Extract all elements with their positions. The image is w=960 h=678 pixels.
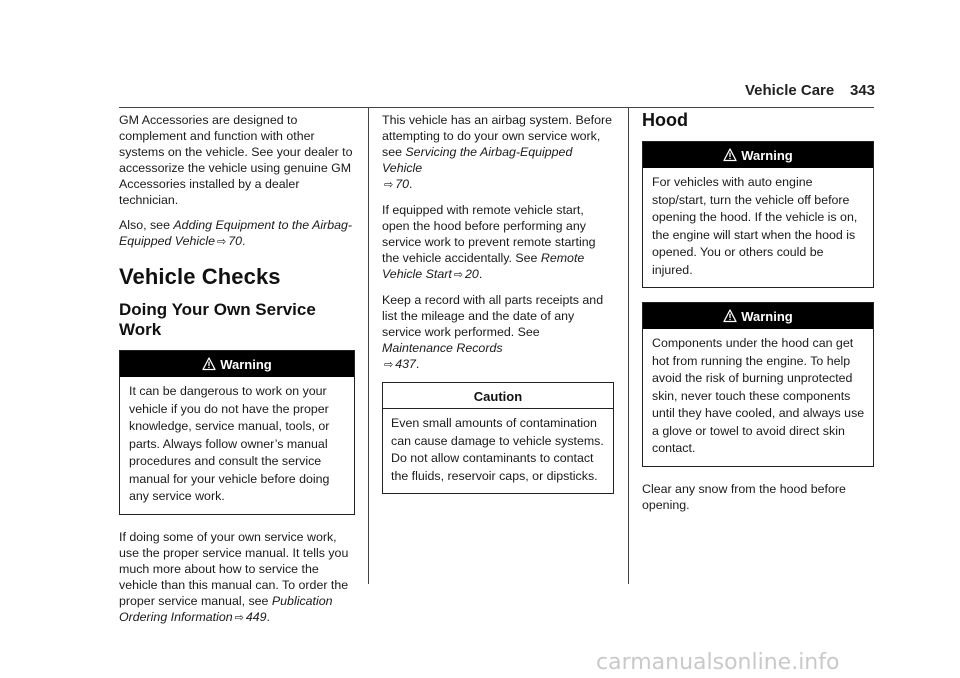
paragraph: If doing some of your own service work, use the proper service manual. It tells you much more about how to service the vehicle than this manual can. To order the proper service manual, see Publication Ordering Information ⇨ 449.: [119, 529, 349, 624]
column-3: [642, 108, 874, 522]
paragraph: GM Accessories are designed to complement and function with other systems on the vehicle. See your dealer to accessorize the vehicle using genuine GM Accessories installed by a dealer technician.: [119, 113, 353, 207]
watermark: carmanualsonline.info: [596, 650, 840, 675]
section-title: Vehicle Care: [745, 82, 835, 99]
warning-triangle-icon: [723, 309, 737, 323]
paragraph: Also, see Adding Equipment to the Airbag-Equipped Vehicle ⇨ 70.: [119, 218, 353, 248]
warning-text: It can be dangerous to work on your vehicle if you do not have the proper knowledge, service manual, tools, or parts. Always follow owner’s manual procedures and consult the service manual for your vehicle before doing any service work.: [129, 384, 330, 503]
cross-reference-link[interactable]: Publication Ordering Information: [119, 593, 333, 624]
paragraph: Clear any snow from the hood before opening.: [642, 481, 846, 512]
warning-box: [119, 350, 355, 515]
column-1: [119, 108, 355, 635]
caution-box: [382, 382, 614, 494]
page-arrow-icon: ⇨: [234, 611, 244, 624]
section-heading: Hood: [642, 110, 688, 130]
page-reference[interactable]: 449: [245, 609, 267, 624]
caution-label: Caution: [383, 383, 613, 409]
warning-text: Components under the hood can get hot from running the engine. To help avoid the risk of burning unprotected skin, never touch these components until they have cooled, and always use a glove or towel to avoid direct skin contact.: [652, 336, 865, 455]
warning-text: For vehicles with auto engine stop/start, turn the vehicle off before opening the hood. If the vehicle is on, the engine will start when the hood is opened. You or others could be injured.: [652, 175, 858, 277]
warning-label: Warning: [741, 147, 793, 163]
subsection-heading: Doing Your Own Service Work: [119, 300, 316, 339]
page-number: 343: [850, 82, 876, 99]
warning-label: Warning: [741, 308, 793, 324]
cross-reference-link[interactable]: Adding Equipment to the Airbag-Equipped Vehicle: [119, 218, 353, 248]
page-arrow-icon: ⇨: [453, 269, 464, 281]
warning-box: [642, 302, 874, 467]
cross-reference-link[interactable]: Servicing the Airbag-Equipped Vehicle: [382, 145, 573, 175]
warning-header: [120, 351, 354, 377]
page-arrow-icon: ⇨: [384, 179, 394, 191]
cross-reference-link[interactable]: Remote Vehicle Start: [382, 251, 585, 281]
page-arrow-icon: ⇨: [384, 359, 394, 371]
page-reference[interactable]: 70: [228, 234, 243, 248]
page-reference[interactable]: 20: [465, 267, 479, 281]
page-reference[interactable]: 437: [395, 357, 416, 371]
warning-triangle-icon: [202, 357, 216, 371]
paragraph: This vehicle has an airbag system. Before attempting to do your own service work, see Servicing the Airbag-Equipped Vehicle ⇨ 70.: [382, 113, 613, 191]
section-heading: Vehicle Checks: [119, 264, 281, 289]
warning-box: [642, 141, 874, 288]
page-arrow-icon: ⇨: [217, 236, 227, 248]
column-divider: [628, 108, 629, 584]
column-divider: [368, 108, 369, 584]
warning-triangle-icon: [723, 148, 737, 162]
warning-header: [643, 142, 873, 168]
caution-text: Even small amounts of contamination can cause damage to vehicle systems. Do not allow contaminants to contact the fluids, reservoir caps, or dipsticks.: [391, 416, 604, 483]
warning-label: Warning: [220, 356, 272, 372]
page-header: [0, 82, 960, 104]
page-reference[interactable]: 70: [395, 177, 410, 191]
column-2: [382, 108, 614, 506]
paragraph: Keep a record with all parts receipts and list the mileage and the date of any service work performed. See Maintenance Records ⇨ 437.: [382, 293, 604, 371]
cross-reference-link[interactable]: Maintenance Records: [382, 341, 503, 355]
paragraph: If equipped with remote vehicle start, open the hood before performing any service work to prevent remote starting the vehicle accidentally. See Remote Vehicle Start ⇨ 20.: [382, 203, 596, 281]
warning-header: [643, 303, 873, 329]
